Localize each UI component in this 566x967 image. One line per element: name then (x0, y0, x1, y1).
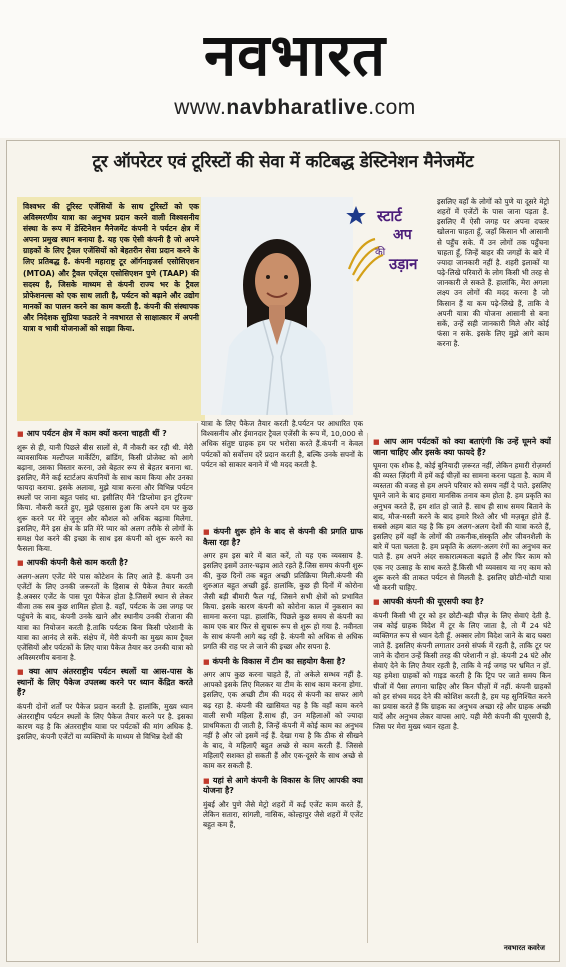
column-divider (367, 433, 368, 943)
question-heading (373, 437, 551, 458)
bullet-square-icon: ■ (203, 776, 210, 785)
answer-paragraph: कंपनी किसी भी टूर को हर छोटी-बड़ी चीज़ के लिए सेवाएं देती है. जब कोई ग्राहक विदेश में टूर के लिए जाता है, तो मैं 24 घंटे व्यक्तिगत रूप से ध्यान देती हूँ. अक्सर लोग विदेश जाने के बाद घबरा जाते हैं. इसलिए कंपनी लगातार उनसे संपर्क में रहती है, ताकि टूर पर जाने के दौरान उन्हें किसी तरह की परेशानी न हो. कंपनी 24 घंटे और सेवाएं देने के लिए तैयार रहती है, ताकि वे नई जगह पर भ्रमित न हों. यह हमेशा ग्राहकों को गाइड करती है कि ट्रिप पर जाते समय किन चीजों में पैसा लगाना चाहिए और किन चीज़ों में नहीं. कंपनी ग्राहकों को हर संभव मदद देने की कोशिश करती है, हम यह सुनिश्चित करने का प्रयास करते हैं कि ग्राहक का अनुभव अच्छा रहे और ग्राहक अच्छी यादें और अनुभव लेकर वापस आएं. यही मेरी कंपनी की यूएसपी है, जिस पर मेरा मुख्य ध्यान रहता है. (373, 610, 551, 732)
question-heading (17, 558, 193, 569)
bullet-square-icon: ■ (373, 598, 380, 607)
question-text: कंपनी शुरू होने के बाद से कंपनी की प्रगति ग्राफ कैसा रहा है? (203, 527, 363, 547)
portrait-image (201, 197, 353, 415)
logo-text-ki: की (375, 247, 386, 258)
column-3 (373, 433, 551, 939)
question-text: आप आम पर्यटकों को क्या बताएंगी कि उन्हें घूमने क्यों जाना चाहिए और इसके क्या फायदे हैं? (373, 437, 551, 457)
bullet-square-icon: ■ (17, 668, 26, 677)
question-text: कंपनी के विकास में टीम का सहयोग कैसा है? (212, 656, 346, 666)
question-text: आप पर्यटन क्षेत्र में काम क्यों करना चाहती थीं ? (26, 429, 167, 438)
byline: नवभारत कवरेज (503, 944, 545, 952)
website-url[interactable] (150, 96, 440, 120)
question-text: आपकी कंपनी कैसे काम करती है? (26, 558, 129, 568)
bullet-square-icon: ■ (373, 438, 381, 446)
answer-paragraph: अलग-अलग एजेंट मेरे पास कोटेशन के लिए आते हैं. कंपनी उन एजेंटों के लिए उनकी जरूरतों के हिसाब से पैकेज तैयार करती है.अक्सर एजेंट के पास पूरा पैकेज होता है.जिसमें स्थान से लेकर वीजा तक सब कुछ शामिल होता है. वहाँ, पर्यटक के उस जगह पर पहुंचने के बाद, कंपनी उनके खाने और स्थानीय उनकी रोजाना की यात्रा का नियोजन करती है.ताकि पर्यटक बिना किसी परेशानी के यात्रा का आनंद ले सकें. संक्षेप में, मेरी कंपनी का मुख्य काम ट्रैवल एजेंसियों और पर्यटकों के लिए यात्रा पैकेज तैयार कर उनकी यात्रा को अविस्मरणीय बनाना है. (17, 571, 193, 662)
logo-text-udaan: उड़ान (389, 255, 418, 273)
question-text: क्या आप अंतरराष्ट्रीय पर्यटन स्थलों या आस-पास के स्थानों के लिए पैकेज उपलब्ध करने पर ध्यान केंद्रित करते हैं? (17, 667, 193, 698)
newspaper-logo: नवभारत (203, 21, 387, 89)
question-heading (203, 527, 363, 548)
answer-paragraph: घूमना एक शौक है, कोई बुनियादी ज़रूरत नहीं, लेकिन हमारी रोज़मर्रा की व्यस्त ज़िंदगी में हमें कई चीज़ों का सामना करना पड़ता है. काम में व्यस्तता की वजह से हम अपने परिवार को समय नहीं दे पाते. इसलिए घूमने जाने के बाद हमारा मानसिक तनाव कम होता है. हम प्रकृति का अनुभव करते हैं, हम शांत हो जाते हैं. साथ ही साथ समय बिताने के बाद, मौज-मस्ती करने के बाद हमारे रिश्ते और भी मज़बूत होते हैं. सबसे अहम बात यह है कि हम अलग-अलग देशों की यात्रा करते हैं, इसलिए हमें वहाँ के लोगों की तकनीक,संस्कृति और जीवनशैली के बारे में पता चलता है. हम प्रकृति के अलग-अलग रंगों का अनुभव कर पाते हैं. हम अपने अंदर सकारात्मकता बढ़ाते हैं और फिर काम को एक नए उत्साह के साथ करते हैं.किसी भी व्यवसाय या नए काम को शुरू करने की ताकत पर्यटन से मिलती है. इसलिए छोटी-मोटी यात्रा भी करनी चाहिए. (373, 461, 551, 592)
photo-caption: यात्रा के लिए पैकेज तैयार करती है.पर्यटन पर आधारित एक विश्वसनीय और ईमानदार ट्रैवल एजेंसी के रूप में, 10,000 से अधिक संतुष्ट ग्राहक हम पर भरोसा करते हैं.कंपनी न केवल पर्यटकों को सर्वोत्तम दरें प्रदान करती है, बल्कि उनके सपनों के पर्यटन को साकार बनाने में भी मदद करती है. (201, 419, 363, 469)
question-heading (373, 597, 551, 608)
newspaper-clipping (6, 140, 560, 962)
answer-paragraph: अगर हम इस बारे में बात करें, तो यह एक व्यवसाय है. इसलिए इसमें उतार-चढ़ाव आते रहते हैं.जिस समय कंपनी शुरू की, कुछ दिनों तक बहुत अच्छी प्रतिक्रिया मिली.कंपनी की शुरुआत बहुत अच्छी हुई. हालांकि, कुछ ही दिनों में कोरोना जैसी बड़ी बीमारी फैल गई, जिसने सभी क्षेत्रों को प्रभावित किया. इसके कारण कंपनी को कोरोना काल में नुकसान का सामना करना पड़ा. हालांकि, पिछले कुछ समय से कंपनी का काम एक बार फिर से सुचारू रूप से शुरू हो गया है. नवीनता के साथ कंपनी आगे बढ़ रही है. कंपनी को अधिक से अधिक प्रगति की राह पर ले जाने की इच्छा और सपना है. (203, 551, 363, 652)
column-3-top (367, 197, 549, 427)
answer-paragraph: अगर आप कुछ करना चाहते हैं, तो अकेले सम्भव नहीं है. आपको इसके लिए मिलकर या टीम के साथ काम करना होगा. इसलिए, एक अच्छी टीम की मदद से कंपनी का सफर आगे बढ़ रहा है. कंपनी की खासियत यह है कि वहाँ काम करने वाली सभी महिला हैं.साथ ही, उन महिलाओं को ज्यादा प्राथमिकता दी जाती है, जिन्हें कंपनी में कोई काम का अनुभव नहीं है और जो इसमें नई हैं. देखा गया है कि ठीक से सीखने के बाद, वे महिलाएँ बहुत अच्छे से काम करती हैं. जिससे महिलाएँ सशक्त हो सकती हैं और एक-दूसरे के साथ अच्छे से काम कर सकती हैं. (203, 670, 363, 771)
question-text: यहां से आगे कंपनी के विकास के लिए आपकी क्या योजना है? (203, 775, 363, 796)
logo-text-start: स्टार्ट (377, 207, 402, 225)
question-heading (17, 667, 193, 699)
masthead (0, 0, 566, 138)
question-text: आपकी कंपनी की यूएसपी क्या है? (382, 597, 484, 607)
url-prefix: www. (174, 96, 227, 119)
answer-paragraph: शुरू से ही, यानी पिछले बीस सालों से, मैं नौकरी कर रही थी. मेरी व्यावसायिक मल्टीपल मार्केटिंग, ब्रांडिंग, किसी प्रोजेक्ट को आगे बढ़ाना, उसका विस्तार करना, उसे बेहतर रूप से बेहतर बनाना था. इसलिए, मैंने कई स्टार्टअप कंपनियों के साथ काम किया और उनका फायदा कराया. इसके अलावा, मुझे यात्रा करना और विभिन्न पर्यटन स्थलों पर जाना बहुत पसंद था. इसीलिए मैंने 'डिप्लोमा इन टूरिज्म' किया. नौकरी करते हुए, मुझे एहसास हुआ कि अपने दम पर कुछ शुरू करने पर मेरे जुनून और कौशल को अधिक बढ़ावा मिलेगा. इसलिए, मैंने इस क्षेत्र के प्रति मेरे प्यार को अलग तरीके से लोगों के समक्ष पेश करने की इच्छा के साथ इस कंपनी को शुरू करने का फैसला किया. (17, 442, 193, 554)
answer-paragraph: कंपनी दोनों शर्तों पर पैकेज प्रदान करती है. हालांकि, मुख्य ध्यान अंतरराष्ट्रीय पर्यटन स्थलों के लिए पैकेज तैयार करने पर है. इसका कारण यह है कि अंतरराष्ट्रीय यात्रा पर पर्यटकों की मांग अधिक है. इसलिए, कंपनी एजेंटों या व्यक्तियों के माध्यम से विभिन्न देशों की (17, 701, 193, 742)
logo-text-up: अप (393, 227, 412, 243)
url-suffix: .com (368, 96, 416, 119)
column-divider (197, 423, 198, 943)
question-heading (203, 657, 363, 668)
founder-photo (201, 197, 353, 415)
answer-paragraph: मुंबई और पुणे जैसे मेट्रो शहरों में कई एजेंट काम करते हैं, लेकिन सतारा, सांगली, नासिक, कोल्हापुर जैसे शहरों में एजेंट बहुत कम हैं, (203, 799, 363, 829)
intro-box: विश्वभर की टूरिस्ट एजेंसियों के साथ टूरिस्टों को एक अविस्मरणीय यात्रा का अनुभव प्रदान करने वाली विश्वसनीय संस्था के रूप में डेस्टिनेशन मैनेजमेंट कंपनी ने पर्यटन क्षेत्र में अपना प्रमुख स्थान बनाया है. यह एक ऐसी कंपनी है जो अपने ग्राहकों के लिए ट्रैवल एजेंसियों को बेहतरीन सेवा प्रदान करने के लिए प्रतिबद्ध है. कंपनी महाराष्ट्र टूर ऑर्गनाइजर्स एसोसिएशन (MTOA) और ट्रैवल एजेंट्स एसोसिएशन पुणे (TAAP) की सदस्य है, जिसके माध्यम से कंपनी राज्य भर के ट्रैवल प्रोफेशनल्स को एक साथ लाती है, पर्यटन को बढ़ाने और उद्योग मानकों का पालन करने का काम करती है. कंपनी की संस्थापक और निदेशक सुप्रिया फडतरे ने नवभारत से साक्षात्कार में अपनी यात्रा व भावी योजनाओं को साझा किया. (17, 197, 205, 421)
question-heading (17, 429, 193, 440)
bullet-square-icon: ■ (17, 430, 24, 438)
column-2 (203, 523, 363, 957)
question-heading (203, 776, 363, 797)
article-headline: टूर ऑपरेटर एवं टूरिस्टों की सेवा में कटिबद्ध डेस्टिनेशन मैनेजमेंट (92, 152, 474, 172)
column-3-top-text: इसलिए वहाँ के लोगों को पुणे या दूसरे मेट्रो शहरों में एजेंटों के पास जाना पड़ता है. इसलिए मैं ऐसी जगह पर अपना दफ्तर खोलना चाहता हूँ, जहाँ किसान भी आसानी से पहुँच सके. मैं उन लोगों तक पहुँचना चाहता हूँ, जिन्हें बाहर की जगहों के बारे में ज्यादा जानकारी नहीं है. शहरी इलाकों या पढ़े-लिखे परिवारों के लोग किसी भी तरह से जानकारी ले सकते हैं. हालांकि, मेरा अगला लक्ष्य उन लोगों की मदद करना है जो किसान हैं या कम पढ़े-लिखे हैं, ताकि वे अपनी यात्रा की योजना आसानी से बना सकें, उन्हें सही जानकारी मिले और कोई फंसा न सके. इसके लिए मुझे आगे काम करना है. (437, 197, 549, 349)
bullet-square-icon: ■ (17, 559, 24, 568)
column-1 (17, 425, 193, 955)
bullet-square-icon: ■ (203, 528, 211, 536)
url-name: navbharatlive (226, 96, 369, 119)
bullet-square-icon: ■ (203, 657, 210, 666)
